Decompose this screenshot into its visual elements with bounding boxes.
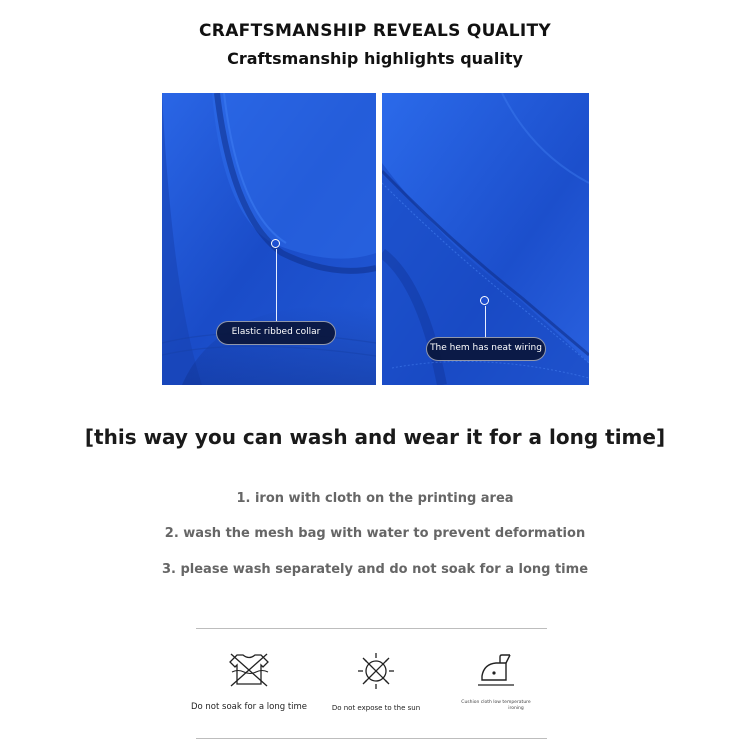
care-item-no-soak — [186, 652, 312, 712]
callout-line — [485, 306, 486, 339]
callout-line — [276, 249, 277, 321]
no-sun-icon — [356, 652, 396, 690]
callout-label-hem: The hem has neat wiring — [426, 337, 546, 361]
callout-label-collar: Elastic ribbed collar — [216, 321, 336, 345]
collar-photo — [162, 93, 376, 385]
callout-dot — [271, 239, 280, 248]
hem-photo — [382, 93, 589, 385]
wash-heading: [this way you can wash and wear it for a long time] — [84, 425, 666, 449]
care-item-iron — [448, 652, 544, 712]
page-title: CRAFTSMANSHIP REVEALS QUALITY — [199, 21, 551, 41]
no-soak-icon — [228, 652, 270, 688]
page-subtitle: Craftsmanship highlights quality — [227, 49, 523, 68]
care-item-no-sun — [318, 652, 434, 712]
care-label: Do not expose to the sun — [331, 704, 421, 712]
wash-tip: 3. please wash separately and do not soak for a long time — [161, 562, 589, 577]
divider-bottom — [196, 738, 547, 739]
care-label: Cushion cloth low temperature — [461, 700, 531, 705]
care-label: ironing — [508, 706, 524, 711]
wash-tip: 2. wash the mesh bag with water to prevent deformation — [164, 526, 586, 541]
callout-dot — [480, 296, 489, 305]
divider-top — [196, 628, 547, 629]
care-label: Do not soak for a long time — [190, 702, 308, 712]
iron-icon — [476, 652, 516, 688]
wash-tip: 1. iron with cloth on the printing area — [236, 491, 514, 506]
